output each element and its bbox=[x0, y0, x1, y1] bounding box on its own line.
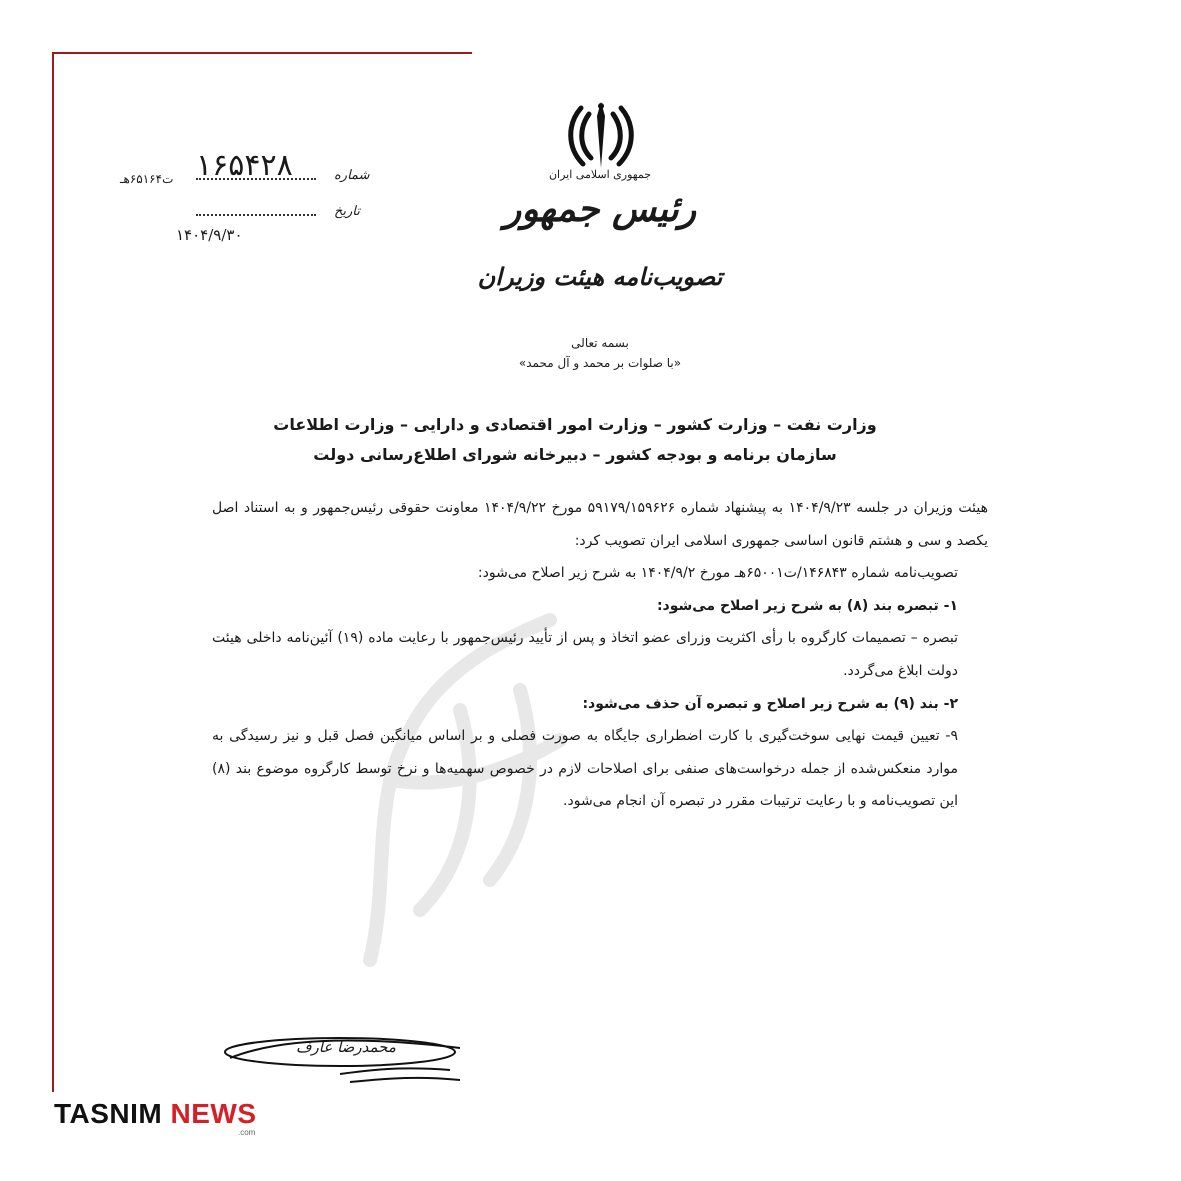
letter-date: ۱۴۰۴/۹/۳۰ bbox=[176, 226, 243, 244]
recipients-line-2: سازمان برنامه و بودجه کشور – دبیرخانه شورای اطلاع‌رسانی دولت bbox=[313, 445, 837, 464]
body-amend: تصویب‌نامه شماره ۱۴۶۸۴۳/ت۶۵۰۰۱هـ مورخ ۱۴۰۴/۹/۲ به شرح زیر اصلاح می‌شود: bbox=[477, 565, 958, 582]
date-label: تاریخ bbox=[334, 204, 360, 219]
letter-number: ۱۶۵۴۲۸ bbox=[196, 148, 293, 183]
brand-suffix: .com bbox=[238, 1128, 256, 1137]
brand-word-tasnim: TASNIM bbox=[54, 1098, 163, 1129]
body-clause-9: ۹- تعیین قیمت نهایی سوخت‌گیری با کارت اضطراری جایگاه به صورت فصلی و بر اساس میانگین فصل قبل و نیز رسیدگی به موارد منعکس‌شده از جمله درخواست‌های صنفی برای اصلاحات لازم در خصوص سهمیه‌ها و نرخ توسط کارگروه موضوع بند (۸) این تصویب‌نامه و با رعایت ترتیبات مقرر در تبصره آن انجام می‌شود. bbox=[212, 728, 958, 810]
handwritten-signature-icon bbox=[220, 1030, 480, 1090]
approval-title: تصویب‌نامه هیئت وزیران bbox=[477, 262, 723, 291]
number-label: شماره bbox=[334, 168, 370, 183]
salawat-line: «با صلوات بر محمد و آل محمد» bbox=[518, 356, 682, 370]
frame-left-line bbox=[52, 52, 54, 1092]
iran-emblem-icon bbox=[563, 96, 639, 176]
frame-top-line bbox=[52, 52, 472, 54]
body-item-2: ۲- بند (۹) به شرح زیر اصلاح و تبصره آن حذف می‌شود: bbox=[582, 695, 958, 712]
body-item-1: ۱- تبصره بند (۸) به شرح زیر اصلاح می‌شود: bbox=[656, 597, 958, 614]
body-note: تبصره – تصمیمات کارگروه با رأی اکثریت وزرای عضو اتخاذ و پس از تأیید رئیس‌جمهور با رعایت ماده (۱۹) آئین‌نامه داخلی هیئت دولت ابلاغ می‌گردد. bbox=[212, 630, 958, 679]
recipients-line-1: وزارت نفت – وزارت کشور – وزارت امور اقتصادی و دارایی – وزارت اطلاعات bbox=[273, 415, 877, 434]
decree-body bbox=[212, 492, 988, 818]
body-intro: هیئت وزیران در جلسه ۱۴۰۴/۹/۲۳ به پیشنهاد شماره ۵۹۱۷۹/۱۵۹۶۲۶ مورخ ۱۴۰۴/۹/۲۲ معاونت حقوقی رئیس‌جمهور و به استناد اصل یکصد و سی و هشتم قانون اساسی جمهوری اسلامی ایران تصویب کرد: bbox=[212, 500, 988, 549]
letter-reference: ت۶۵۱۶۴هـ bbox=[120, 172, 174, 186]
date-dotted-line bbox=[196, 214, 316, 216]
basmala-line: بسمه تعالی bbox=[571, 336, 629, 350]
brand-word-news: NEWS bbox=[170, 1098, 257, 1129]
number-dotted-line bbox=[196, 178, 316, 180]
country-name: جمهوری اسلامی ایران bbox=[548, 168, 652, 181]
tasnim-news-logo bbox=[54, 1098, 257, 1130]
signer-name: محمدرضا عارف bbox=[296, 1038, 396, 1056]
office-title: رئیس جمهور bbox=[503, 188, 697, 230]
recipients-block bbox=[250, 410, 900, 470]
